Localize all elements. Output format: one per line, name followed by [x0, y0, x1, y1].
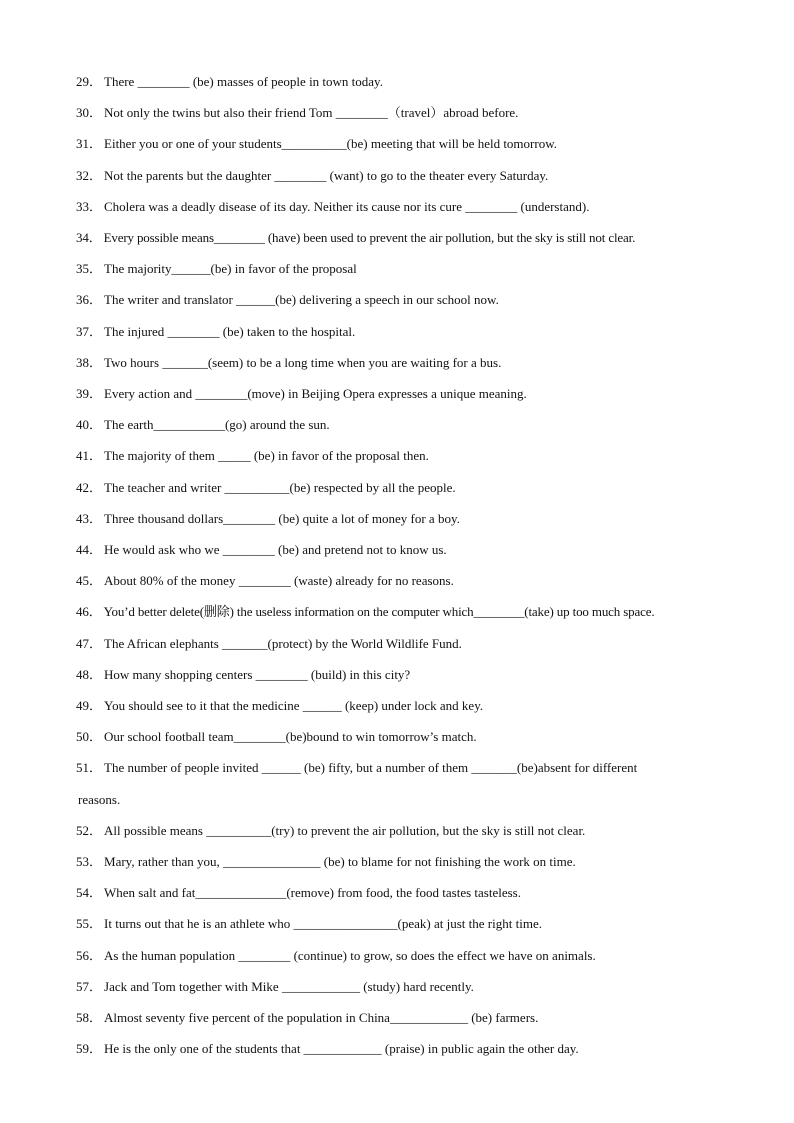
- question-41: [76, 440, 726, 471]
- question-45: [76, 565, 726, 596]
- question-44: [76, 534, 726, 565]
- question-59: [76, 1033, 726, 1064]
- question-number: 57．: [76, 978, 103, 994]
- question-text: Either you or one of your students__________(be) meeting that will be held tomorrow.: [104, 136, 557, 152]
- question-58: [76, 1002, 726, 1033]
- question-number: 39．: [76, 386, 103, 402]
- question-text: reasons.: [78, 791, 121, 807]
- question-number: 44．: [76, 542, 103, 558]
- question-56: [76, 940, 726, 971]
- question-36: [76, 284, 726, 315]
- question-text: Cholera was a deadly disease of its day. Neither its cause nor its cure ________ (understand).: [104, 198, 590, 214]
- question-number: 41．: [76, 448, 103, 464]
- question-52: [76, 815, 726, 846]
- question-text: How many shopping centers ________ (build) in this city?: [104, 666, 411, 682]
- question-number: 37．: [76, 323, 103, 339]
- question-57: [76, 971, 726, 1002]
- question-text: He is the only one of the students that ____________ (praise) in public again the other day.: [104, 1041, 579, 1057]
- question-list: [76, 66, 726, 1065]
- question-number: 58．: [76, 1010, 103, 1026]
- question-text: It turns out that he is an athlete who ________________(peak) at just the right time.: [104, 916, 542, 932]
- question-39: [76, 378, 726, 409]
- question-54: [76, 877, 726, 908]
- question-text: Two hours _______(seem) to be a long time when you are waiting for a bus.: [104, 354, 502, 370]
- question-text: The teacher and writer __________(be) respected by all the people.: [104, 479, 456, 495]
- question-number: 34．: [76, 230, 102, 246]
- question-text: Almost seventy five percent of the population in China____________ (be) farmers.: [104, 1010, 539, 1026]
- question-number: 55．: [76, 916, 103, 932]
- question-43: [76, 503, 726, 534]
- question-text: Mary, rather than you, _______________ (be) to blame for not finishing the work on time.: [104, 854, 576, 870]
- question-text: About 80% of the money ________ (waste) already for no reasons.: [104, 573, 454, 589]
- question-number: 31．: [76, 136, 103, 152]
- question-number: 45．: [76, 573, 103, 589]
- question-31: [76, 128, 726, 159]
- question-number: 59．: [76, 1041, 103, 1057]
- question-30: [76, 97, 726, 128]
- question-34: [76, 222, 726, 253]
- question-text: When salt and fat______________(remove) from food, the food tastes tasteless.: [104, 885, 521, 901]
- question-51-continuation: [76, 784, 726, 815]
- question-33: [76, 191, 726, 222]
- question-text: All possible means __________(try) to prevent the air pollution, but the sky is still not clear.: [104, 822, 586, 838]
- question-number: 50．: [76, 729, 103, 745]
- question-text: Three thousand dollars________ (be) quite a lot of money for a boy.: [104, 510, 460, 526]
- question-number: 32．: [76, 167, 103, 183]
- question-number: 48．: [76, 666, 103, 682]
- question-number: 54．: [76, 885, 103, 901]
- question-number: 38．: [76, 354, 103, 370]
- question-46: [76, 596, 726, 627]
- question-number: 40．: [76, 417, 103, 433]
- question-text: Jack and Tom together with Mike ____________ (study) hard recently.: [104, 978, 474, 994]
- question-number: 29．: [76, 74, 103, 89]
- question-text: The African elephants _______(protect) by the World Wildlife Fund.: [104, 635, 462, 651]
- question-37: [76, 316, 726, 347]
- question-text: Every action and ________(move) in Beijing Opera expresses a unique meaning.: [104, 386, 527, 402]
- question-53: [76, 846, 726, 877]
- question-number: 49．: [76, 698, 103, 714]
- question-number: 51．: [76, 760, 103, 776]
- question-text: You’d better delete(删除) the useless information on the computer which________(take) up too much space.: [103, 604, 655, 620]
- question-number: 56．: [76, 947, 103, 963]
- question-text: The majority of them _____ (be) in favor of the proposal then.: [104, 448, 429, 464]
- question-51: [76, 752, 726, 783]
- question-55: [76, 908, 726, 939]
- question-number: 47．: [76, 635, 103, 651]
- question-text: Not only the twins but also their friend Tom ________（travel）abroad before.: [104, 105, 519, 121]
- question-number: 36．: [76, 292, 103, 308]
- question-42: [76, 472, 726, 503]
- question-number: 52．: [76, 822, 103, 838]
- question-38: [76, 347, 726, 378]
- question-text: There ________ (be) masses of people in town today.: [104, 74, 383, 89]
- question-29: [76, 66, 726, 97]
- question-number: 46．: [76, 604, 102, 620]
- question-48: [76, 659, 726, 690]
- question-32: [76, 160, 726, 191]
- question-text: Not the parents but the daughter ________ (want) to go to the theater every Saturday.: [104, 167, 549, 183]
- question-text: The writer and translator ______(be) delivering a speech in our school now.: [104, 292, 499, 308]
- question-number: 30．: [76, 105, 103, 121]
- question-text: As the human population ________ (continue) to grow, so does the effect we have on animals.: [104, 947, 596, 963]
- question-text: The majority______(be) in favor of the proposal: [104, 261, 357, 277]
- question-number: 33．: [76, 198, 103, 214]
- question-35: [76, 253, 726, 284]
- question-text: You should see to it that the medicine ______ (keep) under lock and key.: [104, 698, 484, 714]
- question-text: The injured ________ (be) taken to the hospital.: [104, 323, 356, 339]
- question-number: 53．: [76, 854, 103, 870]
- question-text: Every possible means________ (have) been used to prevent the air pollution, but the sky is still not clear.: [103, 230, 636, 246]
- question-text: He would ask who we ________ (be) and pretend not to know us.: [104, 542, 447, 558]
- question-40: [76, 409, 726, 440]
- question-50: [76, 721, 726, 752]
- question-47: [76, 628, 726, 659]
- question-number: 42．: [76, 479, 103, 495]
- question-text: The earth___________(go) around the sun.: [104, 417, 330, 433]
- question-number: 35．: [76, 261, 103, 277]
- question-number: 43．: [76, 510, 103, 526]
- question-text: The number of people invited ______ (be) fifty, but a number of them _______(be)absent for different: [104, 760, 638, 776]
- question-49: [76, 690, 726, 721]
- question-text: Our school football team________(be)bound to win tomorrow’s match.: [104, 729, 477, 745]
